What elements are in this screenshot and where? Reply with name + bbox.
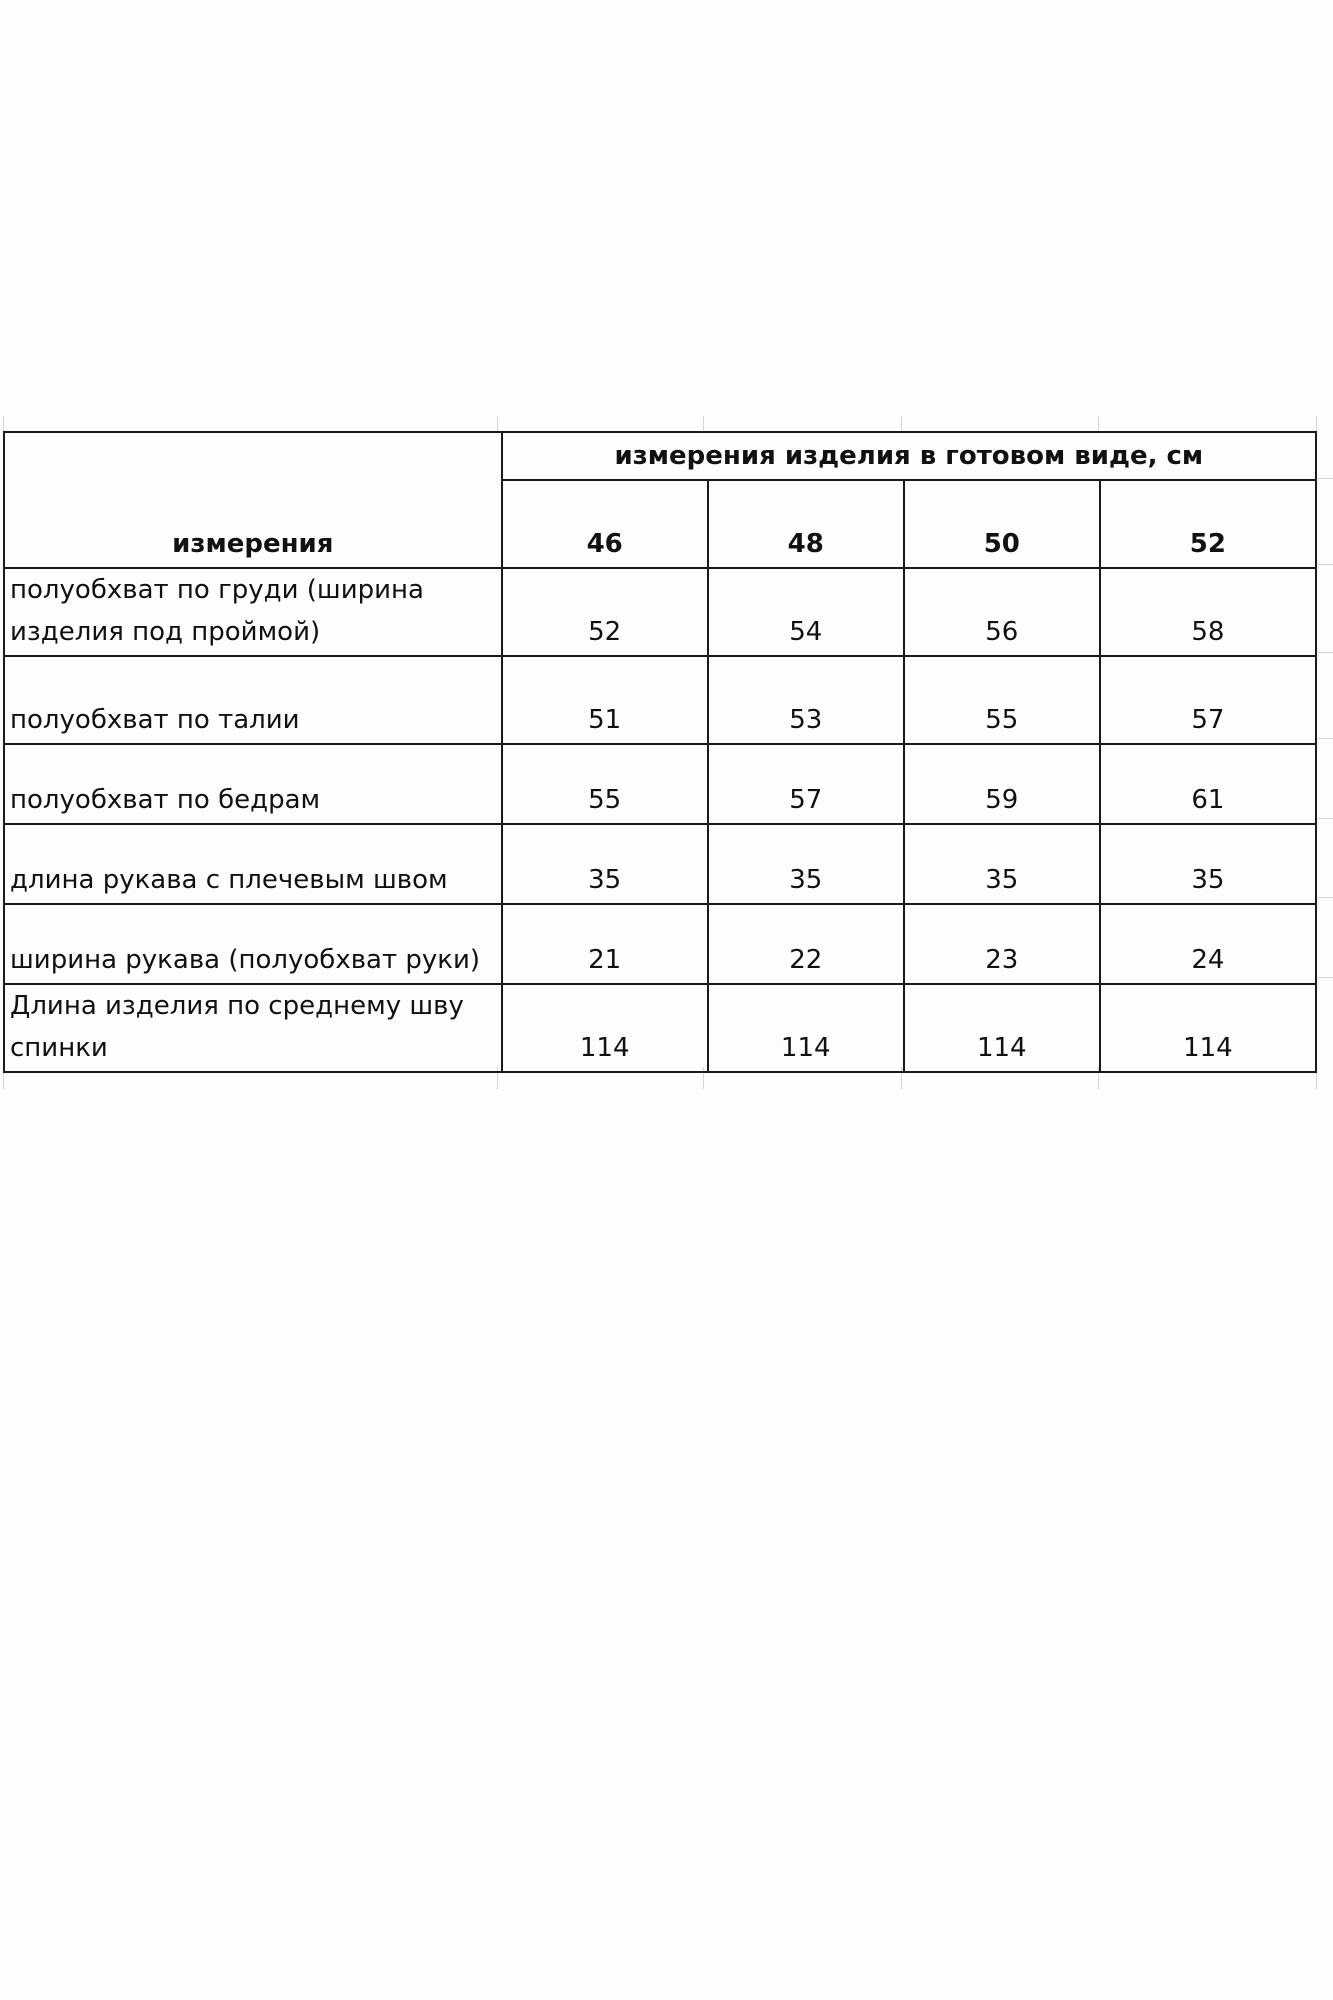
table-cell: 52 <box>502 568 708 656</box>
size-header: 52 <box>1100 480 1316 568</box>
table-cell: 35 <box>904 824 1100 904</box>
table-row <box>4 904 1316 984</box>
table-cell: 57 <box>1100 656 1316 744</box>
size-header: 50 <box>904 480 1100 568</box>
row-label: полуобхват по груди (ширина изделия под проймой) <box>4 568 502 656</box>
size-chart-table <box>3 431 1317 1073</box>
gridline <box>3 416 4 432</box>
table-row <box>4 984 1316 1072</box>
size-header: 48 <box>708 480 904 568</box>
size-group-header: измерения изделия в готовом виде, см <box>502 432 1316 480</box>
table-row <box>4 824 1316 904</box>
gridline <box>1098 416 1099 432</box>
measure-column-header: измерения <box>4 432 502 568</box>
table-row <box>4 656 1316 744</box>
table-cell: 22 <box>708 904 904 984</box>
gridline <box>1318 977 1333 978</box>
row-label: ширина рукава (полуобхват руки) <box>4 904 502 984</box>
table-cell: 59 <box>904 744 1100 824</box>
table-cell: 21 <box>502 904 708 984</box>
table-row <box>4 568 1316 656</box>
gridline <box>901 416 902 432</box>
table-row <box>4 744 1316 824</box>
table-cell: 114 <box>708 984 904 1072</box>
table-cell: 55 <box>502 744 708 824</box>
gridline <box>1318 652 1333 653</box>
table-cell: 35 <box>708 824 904 904</box>
gridline <box>703 416 704 432</box>
gridline <box>1318 897 1333 898</box>
table-cell: 55 <box>904 656 1100 744</box>
table-cell: 35 <box>1100 824 1316 904</box>
table-cell: 23 <box>904 904 1100 984</box>
table-cell: 114 <box>1100 984 1316 1072</box>
gridline <box>1316 416 1317 432</box>
gridline <box>1318 478 1333 479</box>
row-label: полуобхват по талии <box>4 656 502 744</box>
table-cell: 56 <box>904 568 1100 656</box>
table-cell: 51 <box>502 656 708 744</box>
gridline <box>1318 818 1333 819</box>
gridline <box>1318 738 1333 739</box>
table-cell: 24 <box>1100 904 1316 984</box>
row-label: длина рукава с плечевым швом <box>4 824 502 904</box>
header-row-group <box>4 432 1316 480</box>
table-cell: 61 <box>1100 744 1316 824</box>
table-cell: 53 <box>708 656 904 744</box>
size-header: 46 <box>502 480 708 568</box>
row-label: Длина изделия по среднему шву спинки <box>4 984 502 1072</box>
gridline <box>1318 564 1333 565</box>
table-cell: 57 <box>708 744 904 824</box>
table-cell: 114 <box>904 984 1100 1072</box>
row-label: полуобхват по бедрам <box>4 744 502 824</box>
gridline <box>497 416 498 432</box>
table-cell: 58 <box>1100 568 1316 656</box>
table-cell: 35 <box>502 824 708 904</box>
table-cell: 114 <box>502 984 708 1072</box>
table-cell: 54 <box>708 568 904 656</box>
